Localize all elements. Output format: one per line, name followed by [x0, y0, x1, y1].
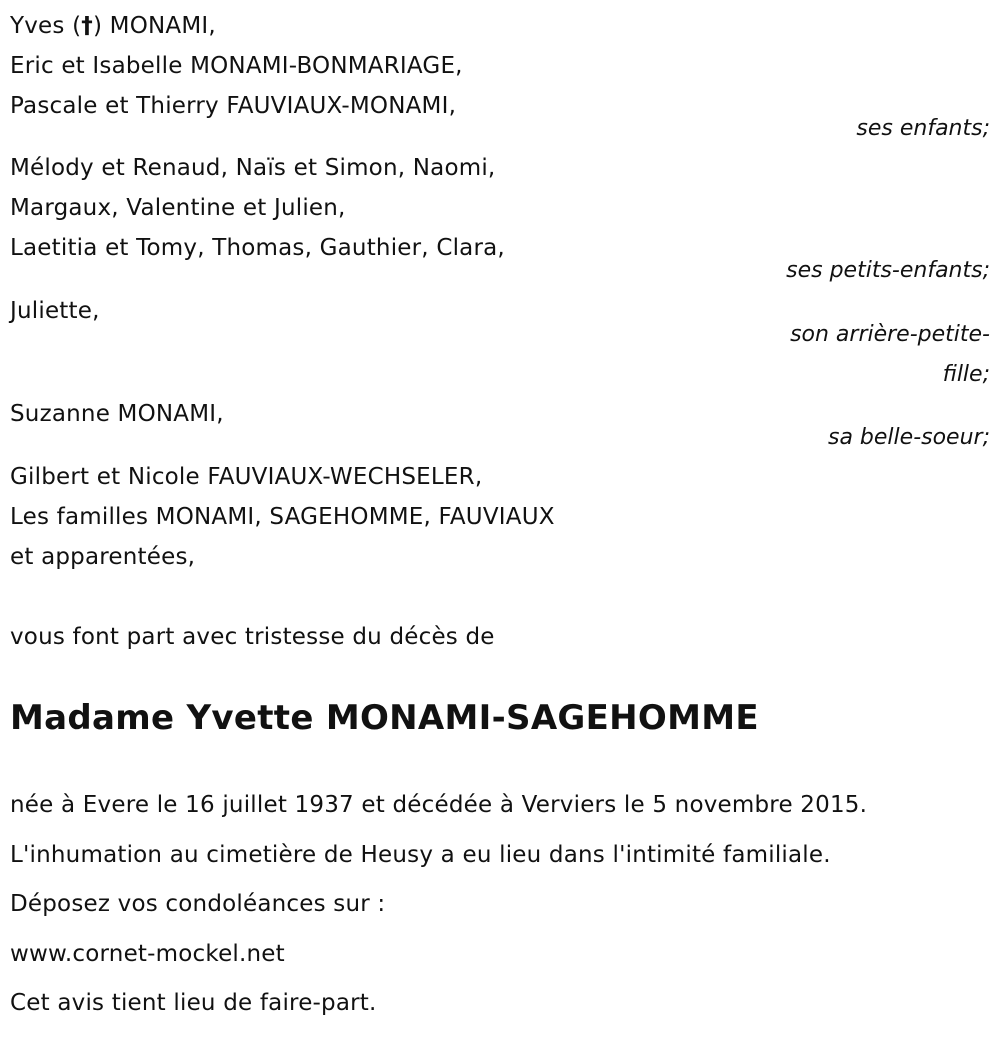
- sister-in-law-line-1: Suzanne MONAMI,: [10, 401, 224, 427]
- burial-details: L'inhumation au cimetière de Heusy a eu lieu dans l'intimité familiale.: [10, 842, 831, 868]
- grandchildren-line-2: Margaux, Valentine et Julien,: [10, 195, 346, 221]
- grandchildren-line-1: Mélody et Renaud, Naïs et Simon, Naomi,: [10, 155, 496, 181]
- children-line-3: Pascale et Thierry FAUVIAUX-MONAMI,: [10, 93, 457, 119]
- children-line-1-suffix: ) MONAMI,: [92, 13, 216, 39]
- great-grandchild-relation-2: fille;: [942, 362, 990, 387]
- announcement: vous font part avec tristesse du décès de: [10, 624, 495, 650]
- grandchildren-line-3: Laetitia et Tomy, Thomas, Gauthier, Clara,: [10, 235, 505, 261]
- cross-icon: †: [81, 13, 93, 39]
- children-line-1-prefix: Yves (: [10, 13, 82, 39]
- birth-death-details: née à Evere le 16 juillet 1937 et décédée à Verviers le 5 novembre 2015.: [10, 792, 868, 818]
- grandchildren-relation: ses petits-enfants;: [786, 258, 990, 283]
- notice-text: Cet avis tient lieu de faire-part.: [10, 990, 377, 1016]
- others-line-3: et apparentées,: [10, 544, 196, 570]
- children-line-1: [10, 11, 216, 41]
- deceased-name: Madame Yvette MONAMI-SAGEHOMME: [10, 698, 759, 738]
- great-grandchild-relation-1: son arrière-petite-: [790, 322, 990, 347]
- others-line-2: Les familles MONAMI, SAGEHOMME, FAUVIAUX: [10, 504, 555, 530]
- sister-in-law-relation: sa belle-soeur;: [828, 425, 990, 450]
- others-line-1: Gilbert et Nicole FAUVIAUX-WECHSELER,: [10, 464, 483, 490]
- condolences-prompt: Déposez vos condoléances sur :: [10, 891, 386, 917]
- children-line-2: Eric et Isabelle MONAMI-BONMARIAGE,: [10, 53, 463, 79]
- children-relation: ses enfants;: [856, 116, 990, 141]
- website-link[interactable]: www.cornet-mockel.net: [10, 941, 285, 967]
- great-grandchild-line-1: Juliette,: [10, 298, 100, 324]
